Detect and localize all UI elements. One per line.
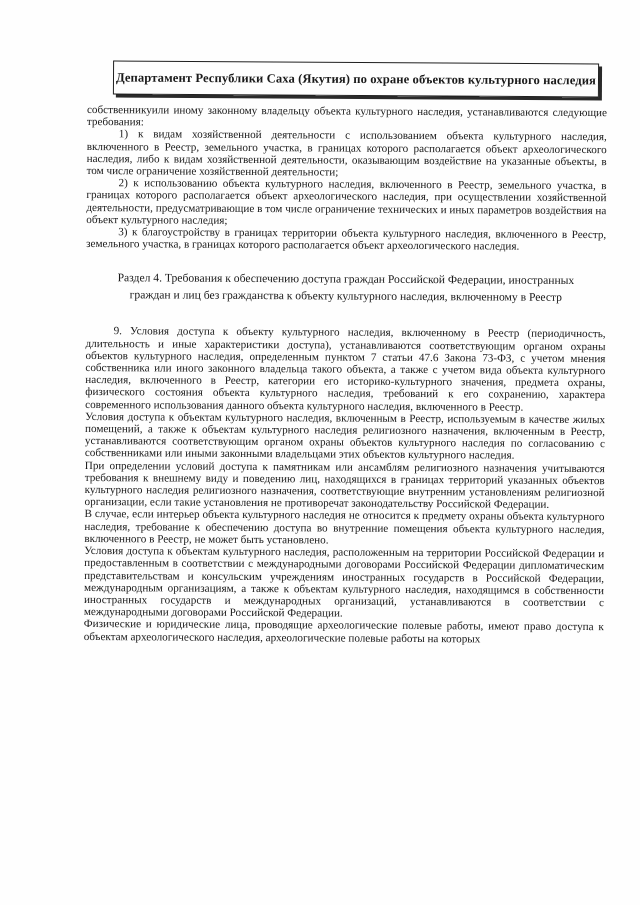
- paragraph-archaeological: Физические и юридические лица, проводящие археологические полевые работы, имеют право доступа к объектам археологического наследия, археологические полевые работы на которых: [83, 618, 604, 645]
- section-4-title: Раздел 4. Требования к обеспечению доступа граждан Российской Федерации, иностранных граждан и лиц без гражданства к объекту культурного наследия, включенному в Реестр: [117, 271, 575, 304]
- clause-9: 9. Условия доступа к объекту культурного наследия, включенному в Реестр (периодичность, длительность и иные характеристики доступа), устанавливаются соответствующим органом охраны объектов культурного наследия, определенным пунктом 7 статьи 47.6 Закона 73-ФЗ, с учетом мнения собственника или иного законного владельца такого объекта, а также с учетом вида объекта культурного наследия, включенного в Реестр, категории его историко-культурного значения, предмета охраны, физического состояния объекта культурного наследия, требований к его сохранению, характера современного использования данного объекта культурного наследия, включенного в Реестр.: [85, 325, 606, 414]
- paragraph-continuation: собственникуили иному законному владельцу объекта культурного наследия, устанавливаются следующие требования:: [86, 104, 607, 129]
- requirement-item-2: 2) к использованию объекта культурного наследия, включенного в Реестр, земельного участка, в границах которого располагается объект археологического наследия, при осуществлении хозяйственной деятельности, предусматривающие в том числе ограничение технических и иных параметров воздействия на объект культурного наследия;: [86, 177, 607, 227]
- requirement-item-3: 3) к благоустройству в границах территории объекта культурного наследия, включенного в Реестр, земельного участка, в границах которого располагается объект археологического наследия.: [86, 226, 607, 253]
- paragraph-interior: В случае, если интерьер объекта культурного наследия не относится к предмету охраны объекта культурного наследия, требование к обеспечению доступа во внутренние помещения объекта культурного наследия, включенного в Реестр, не может быть установлено.: [84, 508, 605, 547]
- department-header-title: Департамент Республики Саха (Якутия) по охране объектов культурного наследия: [115, 70, 597, 87]
- paragraph-religious-access: При определении условий доступа к памятникам или ансамблям религиозного назначения учитываются требования к внешнему виду и поведению лиц, находящихся в границах территорий указанных объектов культурного наследия религиозного назначения, соответствующие внутренним установлениям религиозной организации, если такие установления не противоречат законодательству Российской Федерации.: [84, 459, 605, 512]
- paragraph-diplomatic: Условия доступа к объектам культурного наследия, расположенным на территории Российской Федерации и предоставленным в соответствии с международными договорами Российской Федерации дипломатическим представительствам и консульским учреждениям иностранных государств в Российской Федерации, международным организациям, а также к объектам культурного наследия, находящимся в собственности иностранных государств и международных организаций, устанавливаются в соответствии с международными договорами Российской Федерации.: [83, 545, 605, 620]
- requirement-item-1: 1) к видам хозяйственной деятельности с использованием объекта культурного наследия, включенного в Реестр, земельного участка, в границах которого располагается объект археологического наследия, либо к видам хозяйственной деятельности, оказывающим воздействие на указанные объекты, в том числе ограничение хозяйственной деятельности;: [86, 128, 607, 179]
- paragraph-residential-access: Условия доступа к объектам культурного наследия, включенным в Реестр, используемым в качестве жилых помещений, а также к объектам культурного наследия религиозного назначения, включенным в Реестр, устанавливаются соответствующим органом охраны объектов культурного наследия по согласованию с собственниками или иными законными владельцами этих объектов культурного наследия.: [84, 410, 606, 463]
- document-body: [84, 104, 607, 646]
- department-header-box: [113, 61, 599, 98]
